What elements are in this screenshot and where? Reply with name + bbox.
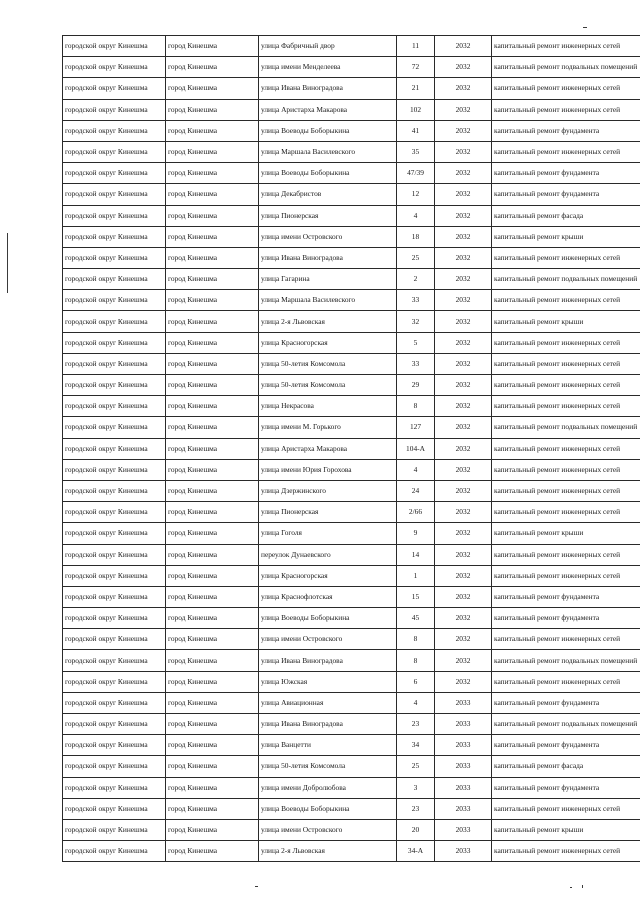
cell-city: город Кинешма bbox=[166, 78, 259, 99]
cell-house-number: 102 bbox=[397, 99, 435, 120]
cell-year: 2033 bbox=[435, 714, 492, 735]
cell-house-number: 33 bbox=[397, 290, 435, 311]
cell-year: 2033 bbox=[435, 777, 492, 798]
scan-mark bbox=[570, 887, 572, 888]
table-row bbox=[63, 120, 640, 141]
cell-work-type: капитальный ремонт инженерных сетей bbox=[492, 375, 640, 396]
cell-house-number: 23 bbox=[397, 798, 435, 819]
table-row bbox=[63, 438, 640, 459]
cell-year: 2032 bbox=[435, 565, 492, 586]
cell-street: улица имени Островского bbox=[259, 226, 397, 247]
cell-house-number: 5 bbox=[397, 332, 435, 353]
table-row bbox=[63, 819, 640, 840]
cell-house-number: 1 bbox=[397, 565, 435, 586]
cell-year: 2032 bbox=[435, 205, 492, 226]
cell-city: город Кинешма bbox=[166, 608, 259, 629]
cell-house-number: 127 bbox=[397, 417, 435, 438]
cell-year: 2032 bbox=[435, 99, 492, 120]
cell-work-type: капитальный ремонт инженерных сетей bbox=[492, 290, 640, 311]
cell-work-type: капитальный ремонт инженерных сетей bbox=[492, 629, 640, 650]
cell-house-number: 3 bbox=[397, 777, 435, 798]
cell-work-type: капитальный ремонт инженерных сетей bbox=[492, 78, 640, 99]
cell-work-type: капитальный ремонт инженерных сетей bbox=[492, 480, 640, 501]
cell-city: город Кинешма bbox=[166, 841, 259, 862]
cell-city: город Кинешма bbox=[166, 714, 259, 735]
cell-city: город Кинешма bbox=[166, 375, 259, 396]
cell-city: город Кинешма bbox=[166, 36, 259, 57]
cell-house-number: 8 bbox=[397, 629, 435, 650]
cell-year: 2032 bbox=[435, 269, 492, 290]
table-row bbox=[63, 353, 640, 374]
cell-street: улица Ванцетти bbox=[259, 735, 397, 756]
cell-city: город Кинешма bbox=[166, 269, 259, 290]
scan-mark bbox=[7, 233, 8, 293]
cell-street: улица Красногорская bbox=[259, 565, 397, 586]
cell-house-number: 15 bbox=[397, 586, 435, 607]
cell-municipal-district: городской округ Кинешма bbox=[63, 396, 166, 417]
scan-mark bbox=[583, 27, 587, 28]
table-row bbox=[63, 565, 640, 586]
cell-city: город Кинешма bbox=[166, 480, 259, 501]
cell-city: город Кинешма bbox=[166, 205, 259, 226]
cell-year: 2032 bbox=[435, 141, 492, 162]
cell-street: улица Фабричный двор bbox=[259, 36, 397, 57]
cell-street: переулок Дунаевского bbox=[259, 544, 397, 565]
cell-work-type: капитальный ремонт фасада bbox=[492, 205, 640, 226]
cell-street: улица Аристарха Макарова bbox=[259, 99, 397, 120]
cell-work-type: капитальный ремонт инженерных сетей bbox=[492, 459, 640, 480]
cell-year: 2032 bbox=[435, 163, 492, 184]
cell-year: 2032 bbox=[435, 78, 492, 99]
cell-municipal-district: городской округ Кинешма bbox=[63, 57, 166, 78]
cell-house-number: 8 bbox=[397, 396, 435, 417]
cell-municipal-district: городской округ Кинешма bbox=[63, 692, 166, 713]
table-row bbox=[63, 480, 640, 501]
table-row bbox=[63, 586, 640, 607]
cell-year: 2032 bbox=[435, 375, 492, 396]
cell-house-number: 25 bbox=[397, 247, 435, 268]
cell-municipal-district: городской округ Кинешма bbox=[63, 311, 166, 332]
cell-municipal-district: городской округ Кинешма bbox=[63, 120, 166, 141]
cell-city: город Кинешма bbox=[166, 565, 259, 586]
cell-house-number: 12 bbox=[397, 184, 435, 205]
cell-year: 2032 bbox=[435, 120, 492, 141]
table-row bbox=[63, 375, 640, 396]
cell-city: город Кинешма bbox=[166, 629, 259, 650]
cell-work-type: капитальный ремонт крыши bbox=[492, 226, 640, 247]
cell-street: улица Гагарина bbox=[259, 269, 397, 290]
cell-street: улица 50-летия Комсомола bbox=[259, 756, 397, 777]
cell-street: улица Аристарха Макарова bbox=[259, 438, 397, 459]
cell-street: улица Дзержинского bbox=[259, 480, 397, 501]
cell-street: улица Воеводы Боборыкина bbox=[259, 798, 397, 819]
cell-house-number: 6 bbox=[397, 671, 435, 692]
cell-street: улица имени Островского bbox=[259, 819, 397, 840]
cell-house-number: 11 bbox=[397, 36, 435, 57]
cell-street: улица 2-я Львовская bbox=[259, 841, 397, 862]
cell-city: город Кинешма bbox=[166, 777, 259, 798]
cell-year: 2032 bbox=[435, 459, 492, 480]
cell-year: 2032 bbox=[435, 226, 492, 247]
cell-city: город Кинешма bbox=[166, 819, 259, 840]
table-row bbox=[63, 544, 640, 565]
cell-house-number: 35 bbox=[397, 141, 435, 162]
cell-city: город Кинешма bbox=[166, 544, 259, 565]
cell-work-type: капитальный ремонт фундамента bbox=[492, 586, 640, 607]
cell-street: улица имени Юрия Горохова bbox=[259, 459, 397, 480]
cell-municipal-district: городской округ Кинешма bbox=[63, 247, 166, 268]
cell-house-number: 9 bbox=[397, 523, 435, 544]
cell-work-type: капитальный ремонт подвальных помещений bbox=[492, 650, 640, 671]
cell-municipal-district: городской округ Кинешма bbox=[63, 375, 166, 396]
table-row bbox=[63, 629, 640, 650]
cell-year: 2032 bbox=[435, 36, 492, 57]
cell-municipal-district: городской округ Кинешма bbox=[63, 205, 166, 226]
cell-municipal-district: городской округ Кинешма bbox=[63, 608, 166, 629]
table-row bbox=[63, 523, 640, 544]
cell-municipal-district: городской округ Кинешма bbox=[63, 269, 166, 290]
table-row bbox=[63, 692, 640, 713]
cell-city: город Кинешма bbox=[166, 798, 259, 819]
table-body bbox=[63, 36, 640, 862]
cell-work-type: капитальный ремонт инженерных сетей bbox=[492, 565, 640, 586]
cell-municipal-district: городской округ Кинешма bbox=[63, 290, 166, 311]
cell-work-type: капитальный ремонт крыши bbox=[492, 819, 640, 840]
table-row bbox=[63, 332, 640, 353]
cell-city: город Кинешма bbox=[166, 523, 259, 544]
cell-work-type: капитальный ремонт крыши bbox=[492, 523, 640, 544]
table-row bbox=[63, 163, 640, 184]
table-row bbox=[63, 269, 640, 290]
table-row bbox=[63, 57, 640, 78]
cell-municipal-district: городской округ Кинешма bbox=[63, 438, 166, 459]
cell-work-type: капитальный ремонт фундамента bbox=[492, 120, 640, 141]
table-row bbox=[63, 205, 640, 226]
cell-municipal-district: городской округ Кинешма bbox=[63, 353, 166, 374]
cell-work-type: капитальный ремонт инженерных сетей bbox=[492, 544, 640, 565]
cell-city: город Кинешма bbox=[166, 226, 259, 247]
cell-work-type: капитальный ремонт фасада bbox=[492, 756, 640, 777]
cell-work-type: капитальный ремонт подвальных помещений bbox=[492, 269, 640, 290]
cell-street: улица имени Островского bbox=[259, 629, 397, 650]
table-row bbox=[63, 141, 640, 162]
cell-municipal-district: городской округ Кинешма bbox=[63, 671, 166, 692]
cell-work-type: капитальный ремонт подвальных помещений bbox=[492, 57, 640, 78]
cell-house-number: 23 bbox=[397, 714, 435, 735]
cell-year: 2032 bbox=[435, 544, 492, 565]
cell-house-number: 45 bbox=[397, 608, 435, 629]
cell-municipal-district: городской округ Кинешма bbox=[63, 226, 166, 247]
cell-work-type: капитальный ремонт инженерных сетей bbox=[492, 36, 640, 57]
cell-street: улица Декабристов bbox=[259, 184, 397, 205]
cell-municipal-district: городской округ Кинешма bbox=[63, 819, 166, 840]
cell-work-type: капитальный ремонт инженерных сетей bbox=[492, 841, 640, 862]
cell-street: улица Красногорская bbox=[259, 332, 397, 353]
cell-year: 2032 bbox=[435, 523, 492, 544]
cell-house-number: 41 bbox=[397, 120, 435, 141]
cell-city: город Кинешма bbox=[166, 650, 259, 671]
cell-work-type: капитальный ремонт подвальных помещений bbox=[492, 714, 640, 735]
cell-year: 2032 bbox=[435, 184, 492, 205]
cell-municipal-district: городской округ Кинешма bbox=[63, 756, 166, 777]
cell-house-number: 32 bbox=[397, 311, 435, 332]
cell-work-type: капитальный ремонт инженерных сетей bbox=[492, 438, 640, 459]
cell-year: 2033 bbox=[435, 735, 492, 756]
cell-city: город Кинешма bbox=[166, 353, 259, 374]
cell-house-number: 4 bbox=[397, 459, 435, 480]
table-row bbox=[63, 777, 640, 798]
cell-house-number: 8 bbox=[397, 650, 435, 671]
cell-work-type: капитальный ремонт инженерных сетей bbox=[492, 353, 640, 374]
cell-year: 2032 bbox=[435, 650, 492, 671]
cell-municipal-district: городской округ Кинешма bbox=[63, 777, 166, 798]
cell-street: улица Авиационная bbox=[259, 692, 397, 713]
cell-city: город Кинешма bbox=[166, 502, 259, 523]
cell-house-number: 2/66 bbox=[397, 502, 435, 523]
cell-year: 2032 bbox=[435, 353, 492, 374]
cell-work-type: капитальный ремонт фундамента bbox=[492, 184, 640, 205]
cell-year: 2032 bbox=[435, 311, 492, 332]
cell-municipal-district: городской округ Кинешма bbox=[63, 586, 166, 607]
cell-municipal-district: городской округ Кинешма bbox=[63, 184, 166, 205]
repair-schedule-table bbox=[62, 35, 640, 862]
table-row bbox=[63, 226, 640, 247]
cell-municipal-district: городской округ Кинешма bbox=[63, 735, 166, 756]
cell-municipal-district: городской округ Кинешма bbox=[63, 459, 166, 480]
cell-municipal-district: городской округ Кинешма bbox=[63, 798, 166, 819]
cell-work-type: капитальный ремонт подвальных помещений bbox=[492, 417, 640, 438]
cell-house-number: 20 bbox=[397, 819, 435, 840]
cell-city: город Кинешма bbox=[166, 586, 259, 607]
cell-work-type: капитальный ремонт инженерных сетей bbox=[492, 332, 640, 353]
cell-year: 2032 bbox=[435, 290, 492, 311]
cell-street: улица имени М. Горького bbox=[259, 417, 397, 438]
cell-city: город Кинешма bbox=[166, 247, 259, 268]
cell-city: город Кинешма bbox=[166, 332, 259, 353]
cell-street: улица Некрасова bbox=[259, 396, 397, 417]
cell-city: город Кинешма bbox=[166, 417, 259, 438]
table-row bbox=[63, 841, 640, 862]
cell-municipal-district: городской округ Кинешма bbox=[63, 163, 166, 184]
cell-municipal-district: городской округ Кинешма bbox=[63, 565, 166, 586]
cell-house-number: 29 bbox=[397, 375, 435, 396]
cell-work-type: капитальный ремонт инженерных сетей bbox=[492, 247, 640, 268]
cell-year: 2032 bbox=[435, 247, 492, 268]
cell-street: улица Воеводы Боборыкина bbox=[259, 120, 397, 141]
cell-year: 2032 bbox=[435, 480, 492, 501]
cell-year: 2032 bbox=[435, 396, 492, 417]
cell-work-type: капитальный ремонт фундамента bbox=[492, 735, 640, 756]
cell-municipal-district: городской округ Кинешма bbox=[63, 480, 166, 501]
table-row bbox=[63, 396, 640, 417]
table-row bbox=[63, 798, 640, 819]
cell-year: 2032 bbox=[435, 502, 492, 523]
table-row bbox=[63, 650, 640, 671]
cell-street: улица 2-я Львовская bbox=[259, 311, 397, 332]
cell-street: улица имени Добролюбова bbox=[259, 777, 397, 798]
table-row bbox=[63, 99, 640, 120]
cell-city: город Кинешма bbox=[166, 459, 259, 480]
cell-house-number: 33 bbox=[397, 353, 435, 374]
cell-municipal-district: городской округ Кинешма bbox=[63, 36, 166, 57]
cell-municipal-district: городской округ Кинешма bbox=[63, 841, 166, 862]
cell-street: улица Воеводы Боборыкина bbox=[259, 608, 397, 629]
cell-city: город Кинешма bbox=[166, 184, 259, 205]
scan-mark bbox=[582, 885, 583, 888]
cell-work-type: капитальный ремонт инженерных сетей bbox=[492, 671, 640, 692]
cell-year: 2032 bbox=[435, 417, 492, 438]
cell-work-type: капитальный ремонт крыши bbox=[492, 311, 640, 332]
cell-street: улица Краснофлотская bbox=[259, 586, 397, 607]
cell-year: 2032 bbox=[435, 629, 492, 650]
table-row bbox=[63, 502, 640, 523]
cell-street: улица Ивана Виноградова bbox=[259, 247, 397, 268]
cell-street: улица Ивана Виноградова bbox=[259, 650, 397, 671]
cell-house-number: 14 bbox=[397, 544, 435, 565]
cell-year: 2032 bbox=[435, 586, 492, 607]
cell-street: улица Гоголя bbox=[259, 523, 397, 544]
cell-municipal-district: городской округ Кинешма bbox=[63, 523, 166, 544]
cell-year: 2032 bbox=[435, 57, 492, 78]
cell-city: город Кинешма bbox=[166, 735, 259, 756]
cell-house-number: 4 bbox=[397, 205, 435, 226]
cell-street: улица 50-летия Комсомола bbox=[259, 375, 397, 396]
cell-street: улица Маршала Василевского bbox=[259, 290, 397, 311]
cell-municipal-district: городской округ Кинешма bbox=[63, 629, 166, 650]
cell-street: улица Воеводы Боборыкина bbox=[259, 163, 397, 184]
cell-municipal-district: городской округ Кинешма bbox=[63, 544, 166, 565]
cell-house-number: 18 bbox=[397, 226, 435, 247]
cell-municipal-district: городской округ Кинешма bbox=[63, 78, 166, 99]
cell-year: 2033 bbox=[435, 692, 492, 713]
cell-year: 2032 bbox=[435, 608, 492, 629]
cell-work-type: капитальный ремонт инженерных сетей bbox=[492, 99, 640, 120]
cell-city: город Кинешма bbox=[166, 99, 259, 120]
table-row bbox=[63, 671, 640, 692]
cell-work-type: капитальный ремонт фундамента bbox=[492, 777, 640, 798]
table-row bbox=[63, 311, 640, 332]
cell-city: город Кинешма bbox=[166, 438, 259, 459]
table-row bbox=[63, 184, 640, 205]
cell-work-type: капитальный ремонт фундамента bbox=[492, 163, 640, 184]
cell-city: город Кинешма bbox=[166, 756, 259, 777]
cell-work-type: капитальный ремонт фундамента bbox=[492, 692, 640, 713]
cell-year: 2032 bbox=[435, 438, 492, 459]
scan-mark bbox=[255, 886, 258, 887]
cell-year: 2033 bbox=[435, 798, 492, 819]
cell-municipal-district: городской округ Кинешма bbox=[63, 141, 166, 162]
cell-street: улица Пионерская bbox=[259, 502, 397, 523]
cell-city: город Кинешма bbox=[166, 120, 259, 141]
cell-work-type: капитальный ремонт инженерных сетей bbox=[492, 141, 640, 162]
cell-house-number: 34 bbox=[397, 735, 435, 756]
cell-street: улица Южская bbox=[259, 671, 397, 692]
table-row bbox=[63, 608, 640, 629]
cell-work-type: капитальный ремонт инженерных сетей bbox=[492, 502, 640, 523]
cell-house-number: 72 bbox=[397, 57, 435, 78]
cell-house-number: 2 bbox=[397, 269, 435, 290]
table-row bbox=[63, 756, 640, 777]
cell-municipal-district: городской округ Кинешма bbox=[63, 99, 166, 120]
cell-city: город Кинешма bbox=[166, 57, 259, 78]
cell-house-number: 24 bbox=[397, 480, 435, 501]
cell-municipal-district: городской округ Кинешма bbox=[63, 332, 166, 353]
cell-street: улица Ивана Виноградова bbox=[259, 714, 397, 735]
cell-work-type: капитальный ремонт инженерных сетей bbox=[492, 798, 640, 819]
table-row bbox=[63, 78, 640, 99]
table-row bbox=[63, 247, 640, 268]
cell-year: 2032 bbox=[435, 671, 492, 692]
cell-municipal-district: городской округ Кинешма bbox=[63, 714, 166, 735]
cell-municipal-district: городской округ Кинешма bbox=[63, 650, 166, 671]
cell-house-number: 4 bbox=[397, 692, 435, 713]
cell-street: улица Ивана Виноградова bbox=[259, 78, 397, 99]
cell-city: город Кинешма bbox=[166, 141, 259, 162]
table-row bbox=[63, 459, 640, 480]
cell-house-number: 34-А bbox=[397, 841, 435, 862]
cell-street: улица Маршала Василевского bbox=[259, 141, 397, 162]
cell-house-number: 21 bbox=[397, 78, 435, 99]
cell-street: улица имени Менделеева bbox=[259, 57, 397, 78]
cell-city: город Кинешма bbox=[166, 290, 259, 311]
cell-year: 2033 bbox=[435, 819, 492, 840]
cell-work-type: капитальный ремонт фундамента bbox=[492, 608, 640, 629]
table-row bbox=[63, 290, 640, 311]
cell-street: улица 50-летия Комсомола bbox=[259, 353, 397, 374]
table-row bbox=[63, 735, 640, 756]
cell-street: улица Пионерская bbox=[259, 205, 397, 226]
cell-city: город Кинешма bbox=[166, 692, 259, 713]
cell-house-number: 47/39 bbox=[397, 163, 435, 184]
cell-work-type: капитальный ремонт инженерных сетей bbox=[492, 396, 640, 417]
cell-city: город Кинешма bbox=[166, 311, 259, 332]
table-row bbox=[63, 36, 640, 57]
cell-year: 2032 bbox=[435, 332, 492, 353]
cell-city: город Кинешма bbox=[166, 396, 259, 417]
cell-house-number: 104-А bbox=[397, 438, 435, 459]
cell-municipal-district: городской округ Кинешма bbox=[63, 502, 166, 523]
cell-municipal-district: городской округ Кинешма bbox=[63, 417, 166, 438]
cell-city: город Кинешма bbox=[166, 671, 259, 692]
cell-year: 2033 bbox=[435, 841, 492, 862]
cell-year: 2033 bbox=[435, 756, 492, 777]
table-row bbox=[63, 714, 640, 735]
cell-house-number: 25 bbox=[397, 756, 435, 777]
table-row bbox=[63, 417, 640, 438]
cell-city: город Кинешма bbox=[166, 163, 259, 184]
